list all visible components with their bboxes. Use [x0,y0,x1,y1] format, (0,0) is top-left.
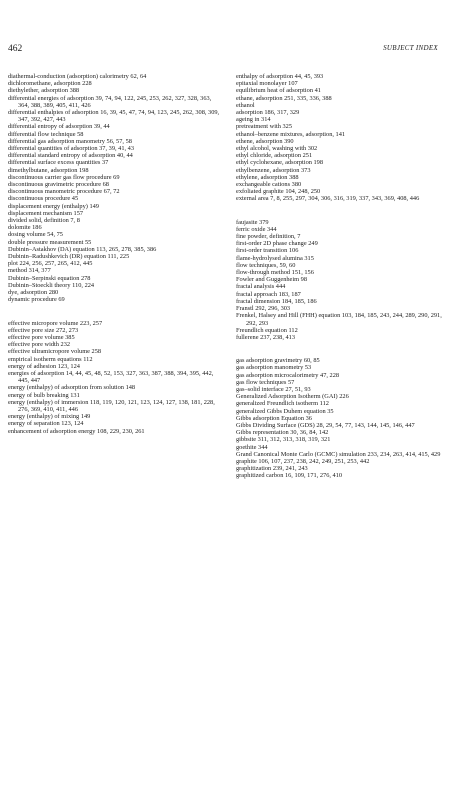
index-entry: faujasite 379 [236,218,269,226]
index-entry: method 314, 377 [8,267,51,275]
index-entry: exfoliated graphite 104, 248, 250 [236,188,321,196]
index-entry: enhancement of adsorption energy 108, 229, 230, 261 [8,427,145,435]
index-entry: differential energies of adsorption 39, 74, 94, 122, 245, 253, 262, 327, 328, 363, 364, 388, 389, 405, 411, 426 [8,94,212,109]
index-entry: divided solid, definition 7, 8 [8,217,80,225]
index-entry: pretreatment with 325 [236,123,293,131]
page-number: 462 [8,44,23,54]
index-entry: dimethylbutane, adsorption 198 [8,166,89,174]
index-entry: effective pore volume 385 [8,333,75,341]
page-header [8,44,438,58]
index-entry: discontinuous gravimetric procedure 68 [8,181,109,189]
index-entry: ethylbenzene, adsorption 373 [236,166,311,174]
index-entry: double pressure measurement 55 [8,238,92,246]
index-entry: graphitization 239, 241, 243 [236,465,308,473]
index-entry: ethanol–benzene mixtures, adsorption, 141 [236,130,346,138]
index-entry: flow techniques, 59, 60 [236,261,296,269]
index-entry: fractal dimension 184, 185, 186 [236,297,317,305]
index-entry: diethylether, adsorption 388 [8,87,80,95]
index-entry: epitaxial monolayer 107 [236,80,298,88]
index-entry: Dubinin–Stoeckli theory 110, 224 [8,281,95,289]
index-entry: ethyl cyclohexane, adsorption 198 [236,159,324,167]
index-entry: discontinuous manometric procedure 67, 72 [8,188,120,196]
index-entry: discontinuous carrier gas flow procedure 69 [8,173,120,181]
index-entry: ferric oxide 344 [236,225,277,233]
index-entry: differential enthalpies of adsorption 16, 39, 45, 47, 74, 94, 123, 245, 262, 308, 309, 347, 392, 427, 443 [8,109,220,124]
index-entry: diathermal-conduction (adsorption) calorimetry 62, 64 [8,73,147,80]
index-entry: generalized Gibbs Duhem equation 35 [236,407,334,415]
index-entry: Grand Canonical Monte Carlo (GCMC) simulation 233, 234, 263, 414, 415, 429 [236,450,441,458]
index-entry: flame-hydrolysed alumina 315 [236,254,314,262]
index-entry: graphitized carbon 16, 109, 171, 276, 410 [236,472,343,480]
index-entry: flow-through method 151, 156 [236,269,314,277]
index-entry: ethanol [236,101,255,109]
index-entry: plot 224, 256, 257, 265, 412, 445 [8,260,93,268]
index-entry: energy of bulb breaking 131 [8,391,80,399]
index-entry: generalized Freundlich isotherm 112 [236,400,329,408]
index-entry: first-order transition 106 [236,247,299,255]
index-entry: graphite 106, 107, 237, 238, 242, 249, 251, 253, 442 [236,457,370,465]
index-entry: effective pore width 232 [8,341,71,349]
index-entry: fullerene 237, 238, 413 [236,333,296,341]
index-entry: gas flow techniques 57 [236,378,295,386]
running-head: SUBJECT INDEX [383,44,438,52]
index-entry: fractal analysis 444 [236,283,286,291]
index-entry: ethyl chloride, adsorption 251 [236,152,313,160]
group-gap [236,203,450,219]
index-entry: displacement mechanism 157 [8,209,84,217]
index-entry: energy of separation 123, 124 [8,420,84,428]
index-column-left [8,73,222,435]
index-entry: Gibbs Dividing Surface (GDS) 28, 29, 54, 77, 143, 144, 145, 146, 447 [236,421,415,429]
index-entry: gas adsorption gravimetry 60, 85 [236,357,320,365]
index-entry: Franstl 292, 296, 303 [236,305,291,313]
index-entry: Dubinin–Serpinski equation 278 [8,274,91,282]
index-entry: differential gas adsorption manometry 56, 57, 58 [8,137,132,145]
index-entry: differential standard entropy of adsorption 40, 44 [8,152,133,160]
index-entry: first-order 2D phase change 249 [236,240,318,248]
index-entry: dye, adsorption 280 [8,289,59,297]
index-entry: differential surface excess quantities 37 [8,159,109,167]
index-entry: differential entropy of adsorption 39, 44 [8,123,110,131]
index-entry: energy (enthalpy) of mixing 149 [8,413,91,421]
index-entry: enthalpy of adsorption 44, 45, 393 [236,73,324,80]
index-entry: effective micropore volume 223, 257 [8,319,103,327]
index-entry: Freundlich equation 112 [236,326,298,334]
index-entry: ethyl alcohol, washing with 302 [236,145,318,153]
index-entry: displacement energy (enthalpy) 149 [8,202,99,210]
index-entry: fine powder, definition, 7 [236,233,301,241]
index-entry: Generalized Adsorption Isotherm (GAI) 226 [236,393,349,401]
index-entry: Dubinin–Radushkevich (DR) equation 111, 225 [8,253,130,261]
index-entry: gas–solid interface 27, 51, 93 [236,385,311,393]
index-entry: goethite 344 [236,443,268,451]
index-entry: Gibbs representation 30, 36, 84, 142 [236,429,329,437]
index-entry: ageing in 314 [236,116,271,124]
index-entry: gibbsite 311, 312, 313, 318, 319, 321 [236,436,331,444]
index-entry: energy of adhesion 123, 124 [8,362,80,370]
index-column-right [236,73,450,480]
index-entry: ethane, adsorption 251, 335, 336, 388 [236,94,332,102]
index-entry: effective pore size 272, 273 [8,326,79,334]
index-entry: discontinuous procedure 45 [8,195,79,203]
index-entry: dichloromethane, adsorption 228 [8,80,92,88]
index-entry: Gibbs adsorption Equation 36 [236,414,312,422]
index-entry: dolomite 186 [8,224,42,232]
index-entry: ethene, adsorption 390 [236,137,294,145]
index-entry: effective ultramicropore volume 258 [8,348,102,356]
index-entry: exchangeable cations 380 [236,181,302,189]
index-entry: Fowler and Guggenheim 98 [236,276,308,284]
index-entry: dosing volume 54, 75 [8,231,63,239]
index-entry: gas adsorption manometry 53 [236,364,312,372]
index-entry: ethylene, adsorption 388 [236,173,299,181]
index-entry: adsorption 186, 317, 329 [236,109,300,117]
index-entry: energies of adsorption 14, 44, 45, 48, 52, 153, 327, 363, 387, 388, 394, 395, 442, 445, 447 [8,369,214,385]
index-entry: differential flow technique 58 [8,130,84,138]
group-gap [236,341,450,357]
index-entry: differential quantities of adsorption 37, 39, 41, 43 [8,145,135,153]
index-entry: energy (enthalpy) of adsorption from solution 148 [8,384,136,392]
index-entry: gas adsorption microcalorimetry 47, 228 [236,371,340,379]
index-entry: Dubinin–Astakhov (DA) equation 113, 265, 278, 385, 386 [8,245,157,253]
group-gap [8,304,222,320]
index-entry: dynamic procedure 69 [8,296,65,304]
index-entry: fractal approach 183, 187 [236,290,301,298]
index-entry: Frenkel, Halsey and Hill (FHH) equation 103, 184, 185, 243, 244, 289, 290, 291, 292, 293 [236,312,442,327]
index-entry: equilibrium heat of adsorption 41 [236,87,321,95]
index-entry: energy (enthalpy) of immersion 118, 119, 120, 121, 123, 124, 127, 138, 181, 228, 276, 369, 410, 411, 446 [8,398,215,413]
index-entry: empirical isotherm equations 112 [8,355,93,363]
index-entry: external area 7, 8, 255, 297, 304, 306, 316, 319, 337, 343, 369, 408, 446 [236,195,420,203]
